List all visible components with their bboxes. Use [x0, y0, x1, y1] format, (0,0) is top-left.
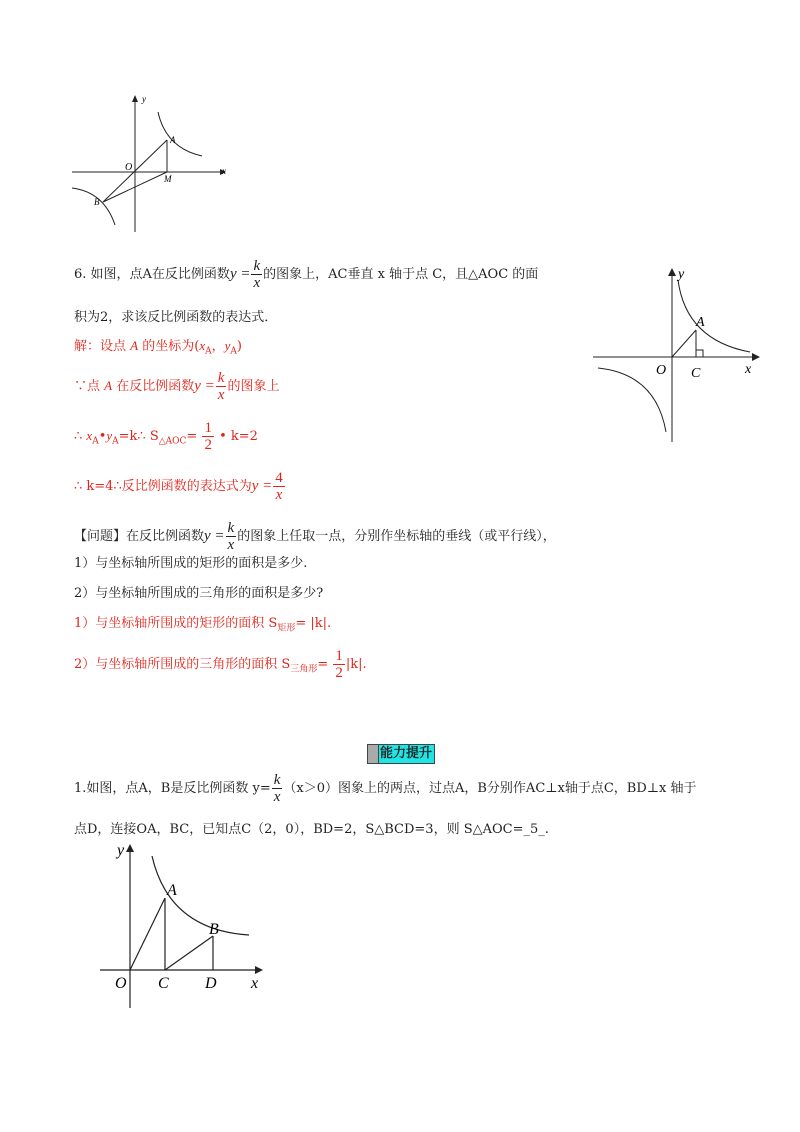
x-axis-arrow [752, 353, 760, 361]
label-c: C [158, 975, 169, 992]
fraction-one-half: $\frac{1}{2}$ [335, 648, 343, 681]
heading-marker [368, 745, 379, 763]
q6-line1: 6. 如图，点A在反比例函数y = $\frac{k}{x}$ 的图象上，AC垂直 x 轴于点 C，且△AOC 的面 [74, 258, 539, 291]
line-oa [130, 898, 165, 970]
q6-solution-4: ∴ k=4∴反比例函数的表达式为y = $\frac{4}{x}$ [74, 470, 283, 503]
label-a: A [696, 315, 705, 330]
curve-upper [678, 280, 750, 352]
label-o: O [115, 975, 127, 992]
y-axis-arrow [132, 95, 138, 102]
fraction-k-over-x: $\frac{k}{x}$ [227, 520, 235, 553]
label-y: y [678, 267, 685, 282]
label-c: C [691, 366, 701, 381]
label-x: x [251, 975, 259, 992]
label-y: y [142, 94, 146, 104]
curve-upper [158, 112, 202, 156]
problem-answer-1: 1）与坐标轴所围成的矩形的面积 $S_{矩形}= |k|$. [74, 616, 332, 634]
fraction-k-over-x: $\frac{k}{x}$ [253, 258, 261, 291]
figure-q6-hyperbola [590, 262, 765, 444]
label-y: y [117, 842, 125, 859]
y-axis-arrow [668, 268, 676, 276]
problem-statement: 【问题】在反比例函数y = $\frac{k}{x}$ 的图象上任取一点，分别作坐标轴的垂线（或平行线）， [74, 520, 556, 553]
section-heading: 能力提升 [367, 744, 435, 764]
label-x: x [745, 362, 752, 377]
q6-solution-2: ∵点 A 在反比例函数y = $\frac{k}{x}$ 的图象上 [74, 370, 280, 403]
label-b: B [94, 197, 100, 207]
label-x: x [222, 166, 226, 176]
label-a: A [167, 882, 177, 899]
label-o: O [125, 162, 133, 173]
fraction-k-over-x: $\frac{k}{x}$ [217, 370, 225, 403]
q6-solution-1: 解：设点 A 的坐标为($x_A$，$y_A$) [74, 338, 242, 357]
fraction-k-over-x: $\frac{k}{x}$ [273, 772, 281, 805]
label-b: B [209, 921, 219, 938]
y-axis-arrow [126, 844, 134, 852]
line-oa [672, 330, 696, 357]
fraction-one-half: $\frac{1}{2}$ [204, 420, 212, 453]
label-d: D [205, 975, 217, 992]
p1-line2: 点D，连接OA，BC，已知点C（2，0），BD=2，S△BCD=3，则 S△AOC=_5_. [74, 822, 549, 837]
problem-question-1: 1）与坐标轴所围成的矩形的面积是多少. [74, 556, 308, 571]
figure-hyperbola-ab [70, 90, 235, 235]
figure-p1-hyperbola [95, 838, 275, 1010]
label-o: O [656, 363, 667, 378]
q6-line2: 积为2，求该反比例函数的表达式． [74, 310, 278, 325]
right-angle-mark [696, 350, 703, 357]
p1-line1: 1.如图，点A，B是反比例函数 y= $\frac{k}{x}$ （x＞0）图象上的两点，过点A，B分别作AC⊥x轴于点C，BD⊥x 轴于 [74, 772, 697, 805]
label-m: M [164, 174, 172, 184]
line-bc [165, 936, 213, 970]
problem-question-2: 2）与坐标轴所围成的三角形的面积是多少? [74, 586, 324, 601]
fraction-four-over-x: $\frac{4}{x}$ [275, 470, 283, 503]
q6-solution-3: ∴ $x_A•y_A=k\therefore$ $S_{\triangle AOC}=$ $\frac{1}{2}$ • k=2 [74, 420, 258, 453]
problem-answer-2: 2）与坐标轴所围成的三角形的面积 $S_{三角形}=$ $\frac{1}{2}$ |k|. [74, 648, 367, 681]
label-a: A [170, 135, 176, 145]
x-axis-arrow [255, 966, 263, 974]
